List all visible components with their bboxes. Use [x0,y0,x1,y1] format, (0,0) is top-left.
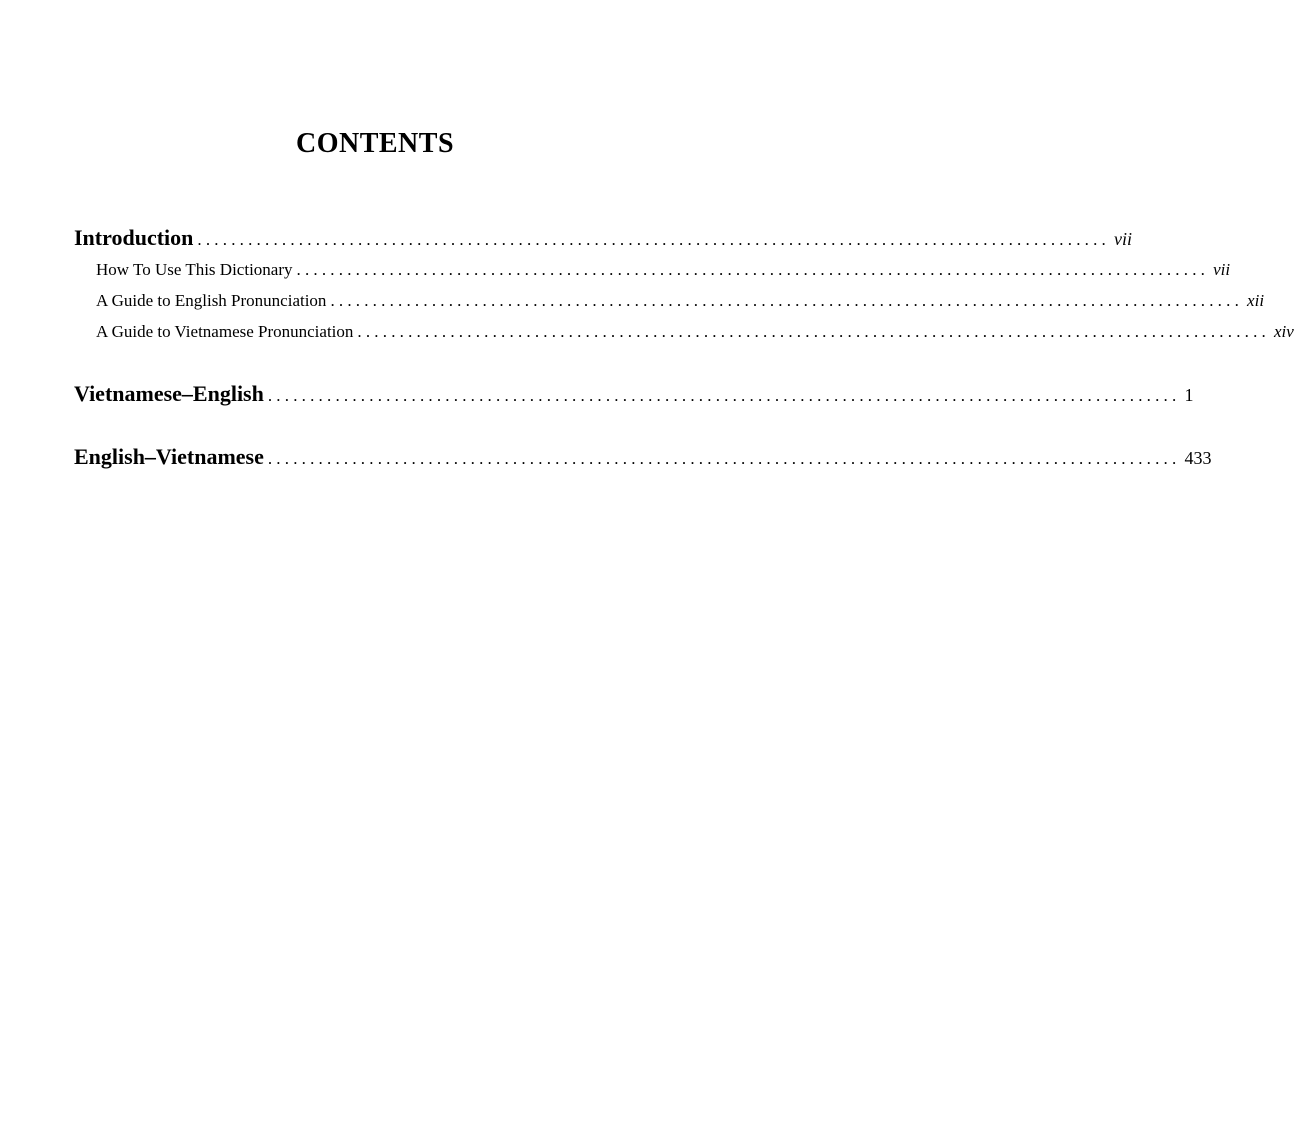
toc-page-number: vii [1213,260,1231,279]
dot-leader: ............................................................................................................ [330,291,1244,310]
toc-page-number: xii [1247,291,1265,310]
toc-entry-vietnamese-english[interactable] [74,381,1194,407]
toc-page-number: 433 [1184,448,1212,468]
toc-entry-label: Vietnamese–English [74,381,264,406]
toc-page-number: 1 [1184,385,1194,405]
toc-entry-english-pronunciation[interactable] [96,291,1265,311]
toc-entry-label: A Guide to English Pronunciation [96,291,327,310]
page-title: CONTENTS [295,128,455,159]
toc-page-number: xiv [1274,322,1294,341]
toc-page-number: vii [1114,229,1133,249]
dot-leader: ............................................................................................................ [296,260,1210,279]
toc-entry-english-vietnamese[interactable] [74,444,1212,470]
toc-entry-introduction[interactable] [74,225,1133,251]
toc-entry-label: A Guide to Vietnamese Pronunciation [96,322,354,341]
dot-leader: ............................................................................................................ [357,322,1271,341]
toc-entry-vietnamese-pronunciation[interactable] [96,322,1294,342]
dot-leader: ............................................................................................................ [267,449,1181,468]
toc-entry-label: How To Use This Dictionary [96,260,293,279]
dot-leader: ............................................................................................................ [197,230,1111,249]
toc-entry-label: English–Vietnamese [74,444,264,469]
toc-entry-label: Introduction [74,225,194,250]
dot-leader: ............................................................................................................ [267,386,1181,405]
toc-entry-how-to-use[interactable] [96,260,1231,280]
